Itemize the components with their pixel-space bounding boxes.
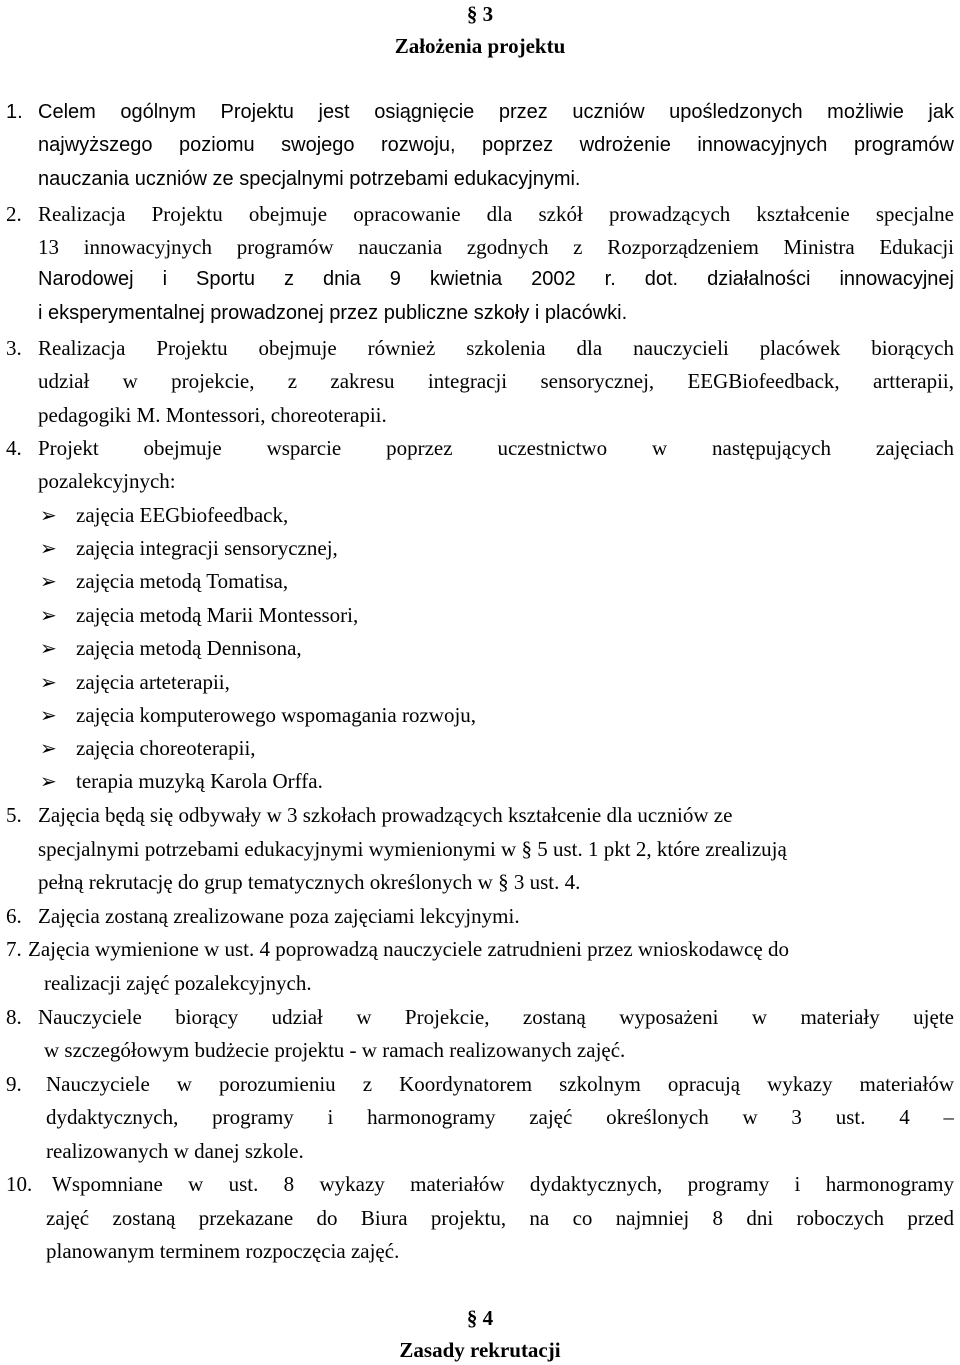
arrowhead-bullet-icon: ➢ (40, 571, 57, 593)
item-4-line-2: pozalekcyjnych: (38, 469, 176, 493)
item-10-line-1: Wspomniane w ust. 8 wykazy materiałów dydaktycznych, programy i harmonogramy (52, 1172, 954, 1196)
bullet-text: zajęcia komputerowego wspomagania rozwoju, (76, 703, 477, 727)
bullet-item (40, 536, 338, 561)
item-3-number: 3. (6, 336, 22, 360)
item-2-number: 2. (6, 202, 22, 226)
item-5-line-3: pełną rekrutację do grup tematycznych określonych w § 3 ust. 4. (38, 870, 581, 894)
bullet-text: zajęcia arteterapii, (76, 670, 230, 694)
item-3-line-3: pedagogiki M. Montessori, choreoterapii. (38, 403, 387, 427)
bullet-item (40, 503, 288, 528)
item-9-line-3: realizowanych w danej szkole. (46, 1139, 304, 1163)
bullet-text: zajęcia integracji sensorycznej, (76, 536, 338, 560)
item-9-line-1: Nauczyciele w porozumieniu z Koordynatorem szkolnym opracują wykazy materiałów (46, 1072, 954, 1096)
bullet-item (40, 703, 476, 728)
bullet-item (40, 603, 358, 628)
item-2-line-4: i eksperymentalnej prowadzonej przez publiczne szkoły i placówki. (38, 302, 628, 324)
item-7-line-1: Zajęcia wymienione w ust. 4 poprowadzą nauczyciele zatrudnieni przez wnioskodawcę do (28, 937, 789, 961)
item-4-line-1: Projekt obejmuje wsparcie poprzez uczestnictwo w następujących zajęciach (38, 436, 954, 460)
bullet-item (40, 636, 302, 661)
section-4-sign: § 4 (466, 1306, 494, 1330)
bullet-item (40, 736, 256, 761)
item-3-line-2: udział w projekcie, z zakresu integracji sensorycznej, EEGBiofeedback, artterapii, (38, 369, 954, 393)
bullet-item (40, 670, 230, 695)
item-1-number: 1. (6, 101, 23, 123)
bullet-text: zajęcia metodą Tomatisa, (76, 569, 289, 593)
bullet-text: terapia muzyką Karola Orffa. (76, 769, 323, 793)
item-3-line-1: Realizacja Projektu obejmuje również szkolenia dla nauczycieli placówek biorących (38, 336, 954, 360)
arrowhead-bullet-icon: ➢ (40, 771, 57, 793)
item-5-number: 5. (6, 803, 22, 827)
bullet-item (40, 769, 323, 794)
bullet-text: zajęcia choreoterapii, (76, 736, 256, 760)
item-2-line-1: Realizacja Projektu obejmuje opracowanie dla szkół prowadzących kształcenie specjalne (38, 202, 954, 226)
arrowhead-bullet-icon: ➢ (40, 538, 57, 560)
arrowhead-bullet-icon: ➢ (40, 638, 57, 660)
item-2-line-2: 13 innowacyjnych programów nauczania zgodnych z Rozporządzeniem Ministra Edukacji (38, 235, 954, 259)
item-9-line-2: dydaktycznych, programy i harmonogramy zajęć określonych w 3 ust. 4 – (46, 1105, 954, 1129)
bullet-text: zajęcia metodą Dennisona, (76, 636, 302, 660)
bullet-item (40, 569, 288, 594)
item-4-number: 4. (6, 436, 22, 460)
item-8-line-1: Nauczyciele biorący udział w Projekcie, zostaną wyposażeni w materiały ujęte (38, 1005, 954, 1029)
arrowhead-bullet-icon: ➢ (40, 738, 57, 760)
item-10-number: 10. (6, 1172, 33, 1196)
item-6-line-1: Zajęcia zostaną zrealizowane poza zajęciami lekcyjnymi. (38, 904, 520, 928)
item-10-line-3: planowanym terminem rozpoczęcia zajęć. (46, 1239, 400, 1263)
arrowhead-bullet-icon: ➢ (40, 505, 57, 527)
item-7-number: 7. (6, 937, 22, 961)
section-3-sign: § 3 (466, 2, 494, 26)
bullet-text: zajęcia EEGbiofeedback, (76, 503, 289, 527)
item-5-line-2: specjalnymi potrzebami edukacyjnymi wymienionymi w § 5 ust. 1 pkt 2, które zrealizują (38, 837, 787, 861)
section-3-title: Założenia projektu (394, 34, 566, 58)
item-5-line-1: Zajęcia będą się odbywały w 3 szkołach prowadzących kształcenie dla uczniów ze (38, 803, 733, 827)
arrowhead-bullet-icon: ➢ (40, 605, 57, 627)
item-1-line-3: nauczania uczniów ze specjalnymi potrzebami edukacyjnymi. (38, 168, 581, 190)
item-1-line-1: Celem ogólnym Projektu jest osiągnięcie przez uczniów upośledzonych możliwie jak (38, 101, 954, 123)
bullet-text: zajęcia metodą Marii Montessori, (76, 603, 359, 627)
item-10-line-2: zajęć zostaną przekazane do Biura projektu, na co najmniej 8 dni roboczych przed (46, 1206, 954, 1230)
arrowhead-bullet-icon: ➢ (40, 705, 57, 727)
item-7-line-2: realizacji zajęć pozalekcyjnych. (44, 971, 312, 995)
section-4-title: Zasady rekrutacji (399, 1338, 561, 1362)
item-6-number: 6. (6, 904, 22, 928)
item-8-number: 8. (6, 1005, 22, 1029)
item-9-number: 9. (6, 1072, 22, 1096)
item-1-line-2: najwyższego poziomu swojego rozwoju, poprzez wdrożenie innowacyjnych programów (38, 134, 954, 156)
item-8-line-2: w szczegółowym budżecie projektu - w ramach realizowanych zajęć. (44, 1038, 626, 1062)
arrowhead-bullet-icon: ➢ (40, 672, 57, 694)
item-2-line-3: Narodowej i Sportu z dnia 9 kwietnia 2002 r. dot. działalności innowacyjnej (38, 268, 954, 290)
